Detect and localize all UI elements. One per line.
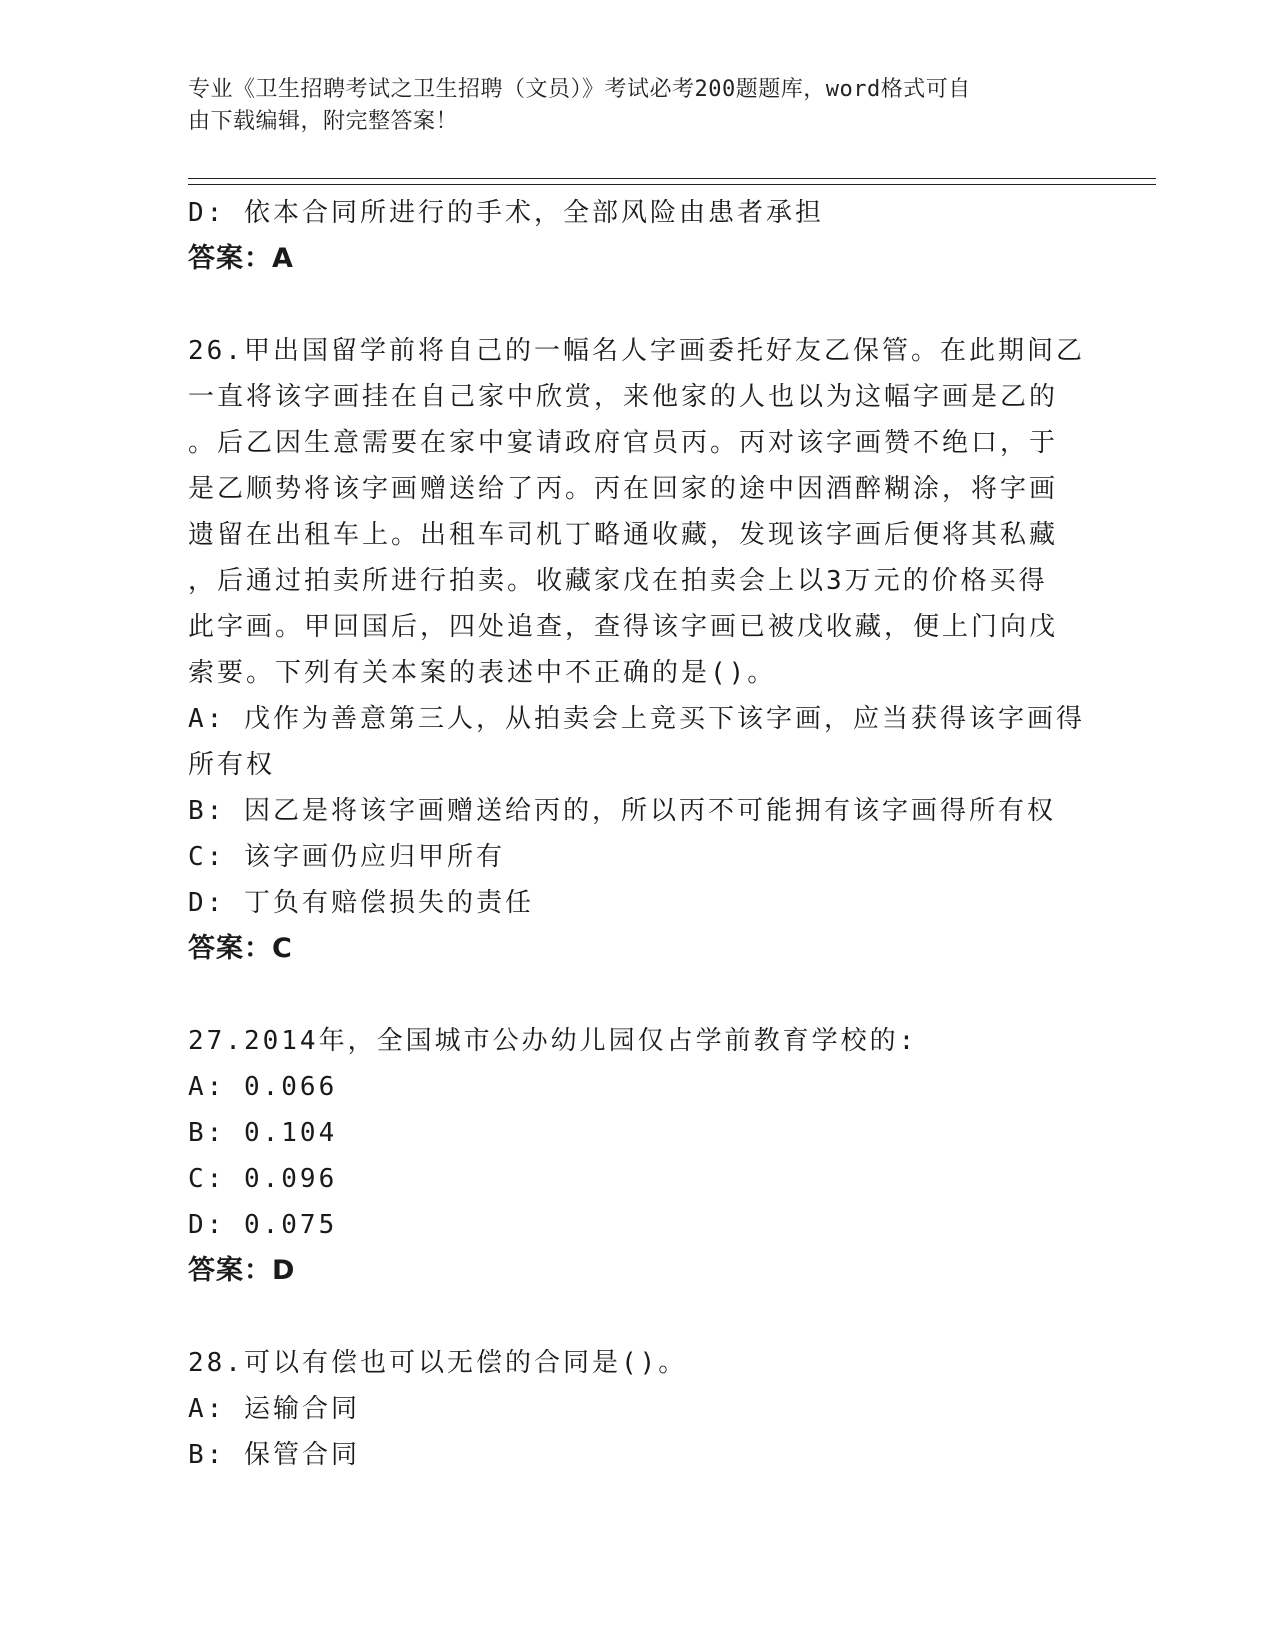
q27-option-c: C: 0.096 xyxy=(188,1164,338,1194)
q27-option-a: A: 0.066 xyxy=(188,1072,338,1102)
q26-stem-line: 此字画。甲回国后，四处追查，查得该字画已被戊收藏，便上门向戊 xyxy=(188,612,1059,642)
q26-stem-line: 一直将该字画挂在自己家中欣赏，来他家的人也以为这幅字画是乙的 xyxy=(188,382,1059,412)
q26-stem-line: 26.甲出国留学前将自己的一幅名人字画委托好友乙保管。在此期间乙 xyxy=(188,336,1085,366)
q27-stem: 27.2014年，全国城市公办幼儿园仅占学前教育学校的: xyxy=(188,1026,918,1056)
q26-option-a-continued: 所有权 xyxy=(188,750,276,780)
document-header xyxy=(188,74,1068,138)
spacer xyxy=(188,1294,1088,1340)
q27-option-b: B: 0.104 xyxy=(188,1118,338,1148)
q25-answer: 答案：A xyxy=(188,243,294,274)
q28-stem: 28.可以有偿也可以无偿的合同是()。 xyxy=(188,1348,688,1378)
q26-option-a: A: 戊作为善意第三人，从拍卖会上竞买下该字画，应当获得该字画得 xyxy=(188,704,1085,734)
q26-stem-line: 索要。下列有关本案的表述中不正确的是()。 xyxy=(188,658,777,688)
header-divider-top xyxy=(188,178,1156,179)
q26-answer: 答案：C xyxy=(188,933,293,964)
q26-stem-line: ，后通过拍卖所进行拍卖。收藏家戊在拍卖会上以3万元的价格买得 xyxy=(188,566,1048,596)
q27-option-d: D: 0.075 xyxy=(188,1210,338,1240)
q27-answer: 答案：D xyxy=(188,1255,296,1286)
q26-stem-line: 遗留在出租车上。出租车司机丁略通收藏，发现该字画后便将其私藏 xyxy=(188,520,1059,550)
q28-option-a: A: 运输合同 xyxy=(188,1394,360,1424)
header-line-1: 专业《卫生招聘考试之卫生招聘（文员）》考试必考200题题库，word格式可自 xyxy=(188,77,971,102)
q28-option-b: B: 保管合同 xyxy=(188,1440,360,1470)
q26-stem-line: 是乙顺势将该字画赠送给了丙。丙在回家的途中因酒醉糊涂，将字画 xyxy=(188,474,1059,504)
document-body xyxy=(188,190,1088,1478)
q26-option-c: C: 该字画仍应归甲所有 xyxy=(188,842,505,872)
header-line-2: 由下载编辑，附完整答案！ xyxy=(188,109,459,134)
header-divider-bottom xyxy=(188,184,1156,185)
q26-stem-line: 。后乙因生意需要在家中宴请政府官员丙。丙对该字画赞不绝口，于 xyxy=(188,428,1059,458)
q26-option-d: D: 丁负有赔偿损失的责任 xyxy=(188,888,534,918)
spacer xyxy=(188,972,1088,1018)
spacer xyxy=(188,282,1088,328)
q26-option-b: B: 因乙是将该字画赠送给丙的，所以丙不可能拥有该字画得所有权 xyxy=(188,796,1056,826)
q25-option-d: D: 依本合同所进行的手术，全部风险由患者承担 xyxy=(188,198,824,228)
